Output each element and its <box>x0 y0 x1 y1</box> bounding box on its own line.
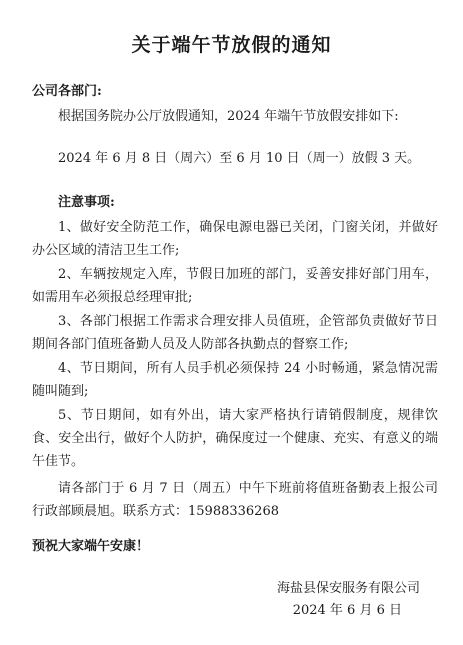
note-item-3: 3、各部门根据工作需求合理安排人员值班，企管部负责做好节日期间各部门值班备勤人员及人防部各执勤点的督察工作; <box>32 314 438 352</box>
recipient-line: 公司各部门: <box>32 84 102 99</box>
closing-wish: 预祝大家端午安康！ <box>32 539 150 554</box>
note-item-1: 1、做好安全防范工作，确保电源电器已关闭，门窗关闭，并做好办公区域的清洁卫生工作; <box>32 220 438 258</box>
note-item-2: 2、车辆按规定入库，节假日加班的部门，妥善安排好部门用车，如需用车必须报总经理审批; <box>32 267 438 305</box>
submission-paragraph: 请各部门于 6 月 7 日（周五）中午下班前将值班备勤表上报公司行政部顾晨旭。联系方式：15988336268 <box>32 481 438 519</box>
holiday-schedule: 2024 年 6 月 8 日（周六）至 6 月 10 日（周一）放假 3 天。 <box>58 151 421 166</box>
signature-company: 海盐县保安服务有限公司 <box>276 581 420 596</box>
intro-paragraph: 根据国务院办公厅放假通知，2024 年端午节放假安排如下: <box>58 109 399 124</box>
note-item-5: 5、节日期间，如有外出，请大家严格执行请销假制度，规律饮食、安全出行，做好个人防护，确保度过一个健康、充实、有意义的端午佳节。 <box>32 408 438 469</box>
document-title: 关于端午节放假的通知 <box>131 34 332 56</box>
note-item-4: 4、节日期间，所有人员手机必须保持 24 小时畅通，紧急情况需随叫随到; <box>32 361 438 399</box>
signature-date: 2024 年 6 月 6 日 <box>292 603 402 618</box>
notes-heading: 注意事项: <box>58 195 115 210</box>
